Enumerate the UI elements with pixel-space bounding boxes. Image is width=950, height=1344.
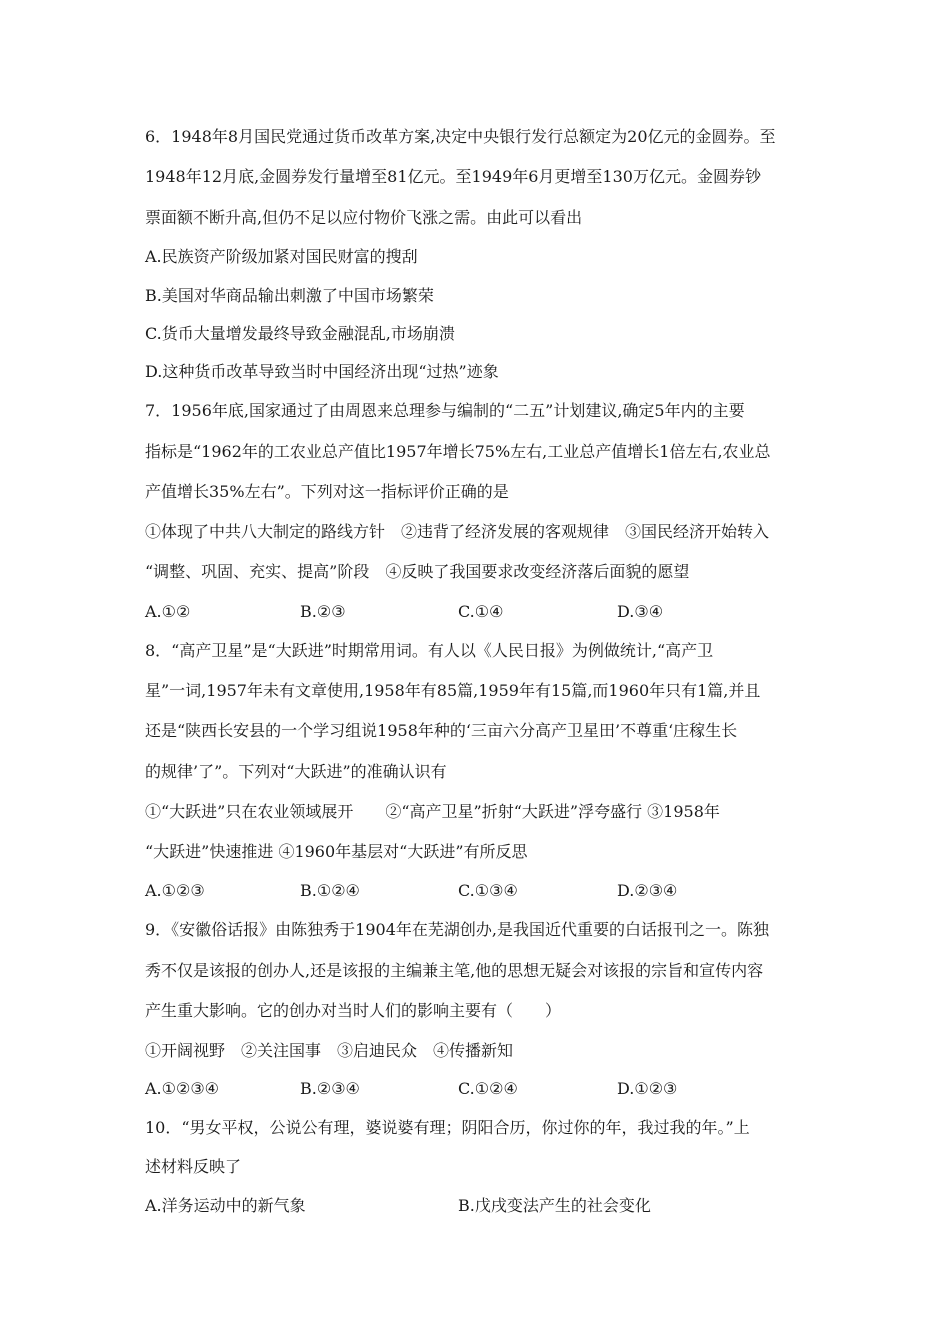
q8-option-a: A.①②③ <box>145 881 205 900</box>
q9-stem-line-2: 秀不仅是该报的创办人,还是该报的主编兼主笔,他的思想无疑会对该报的宗旨和宣传内容 <box>145 961 764 980</box>
q8-stem-line-1: 8．“高产卫星”是“大跃进”时期常用词。有人以《人民日报》为例做统计,“高产卫 <box>145 641 714 660</box>
q7-option-c: C.①④ <box>458 602 504 621</box>
q10-option-a: A.洋务运动中的新气象 <box>145 1196 306 1215</box>
q9-option-d: D.①②③ <box>617 1079 678 1098</box>
q9-statements: ①开阔视野 ②关注国事 ③启迪民众 ④传播新知 <box>145 1041 514 1060</box>
q7-option-d: D.③④ <box>617 602 664 621</box>
q7-statements-line-2: “调整、巩固、充实、提高”阶段 ④反映了我国要求改变经济落后面貌的愿望 <box>145 562 690 581</box>
q6-option-d: D.这种货币改革导致当时中国经济出现“过热”迹象 <box>145 362 499 381</box>
q9-option-c: C.①②④ <box>458 1079 518 1098</box>
q6-option-a: A.民族资产阶级加紧对国民财富的搜刮 <box>145 247 418 266</box>
q7-statements-line-1: ①体现了中共八大制定的路线方针 ②违背了经济发展的客观规律 ③国民经济开始转入 <box>145 522 770 541</box>
q8-stem-line-4: 的规律’了”。下列对“大跃进”的准确认识有 <box>145 762 447 781</box>
q9-stem-line-3: 产生重大影响。它的创办对当时人们的影响主要有（ ） <box>145 1001 562 1020</box>
q8-stem-line-3: 还是“陕西长安县的一个学习组说1958年种的‘三亩六分高产卫星田’不尊重‘庄稼生长 <box>145 721 738 740</box>
q7-stem-line-1: 7．1956年底,国家通过了由周恩来总理参与编制的“二五”计划建议,确定5年内的主要 <box>145 401 745 420</box>
q9-option-b: B.②③④ <box>300 1079 360 1098</box>
q8-option-c: C.①③④ <box>458 881 518 900</box>
q8-option-b: B.①②④ <box>300 881 360 900</box>
q7-stem-line-3: 产值增长35%左右”。下列对这一指标评价正确的是 <box>145 482 509 501</box>
q6-stem-line-3: 票面额不断升高,但仍不足以应付物价飞涨之需。由此可以看出 <box>145 208 583 227</box>
q10-stem-line-2: 述材料反映了 <box>145 1157 242 1176</box>
q9-option-a: A.①②③④ <box>145 1079 220 1098</box>
q8-stem-line-2: 星”一词,1957年未有文章使用,1958年有85篇,1959年有15篇,而1960年只有1篇,并且 <box>145 681 761 700</box>
q6-stem-line-2: 1948年12月底,金圆券发行量增至81亿元。至1949年6月更增至130万亿元。金圆券钞 <box>145 167 761 186</box>
q6-option-c: C.货币大量增发最终导致金融混乱,市场崩溃 <box>145 324 455 343</box>
q7-option-b: B.②③ <box>300 602 346 621</box>
q8-option-d: D.②③④ <box>617 881 678 900</box>
q8-statements-line-2: “大跃进”快速推进 ④1960年基层对“大跃进”有所反思 <box>145 842 528 861</box>
q7-option-a: A.①② <box>145 602 191 621</box>
q7-stem-line-2: 指标是“1962年的工农业总产值比1957年增长75%左右,工业总产值增长1倍左右,农业总 <box>145 442 771 461</box>
q8-statements-line-1: ①“大跃进”只在农业领域展开 ②“高产卫星”折射“大跃进”浮夸盛行 ③1958年 <box>145 802 720 821</box>
q10-stem-line-1: 10．“男女平权，公说公有理，婆说婆有理；阴阳合历，你过你的年，我过我的年。”上 <box>145 1118 750 1137</box>
q9-stem-line-1: 9．《安徽俗话报》由陈独秀于1904年在芜湖创办,是我国近代重要的白话报刊之一。陈独 <box>145 920 769 939</box>
q10-option-b: B.戊戌变法产生的社会变化 <box>458 1196 651 1215</box>
q6-option-b: B.美国对华商品输出刺激了中国市场繁荣 <box>145 286 434 305</box>
q6-stem-line-1: 6．1948年8月国民党通过货币改革方案,决定中央银行发行总额定为20亿元的金圆券。至 <box>145 127 776 146</box>
